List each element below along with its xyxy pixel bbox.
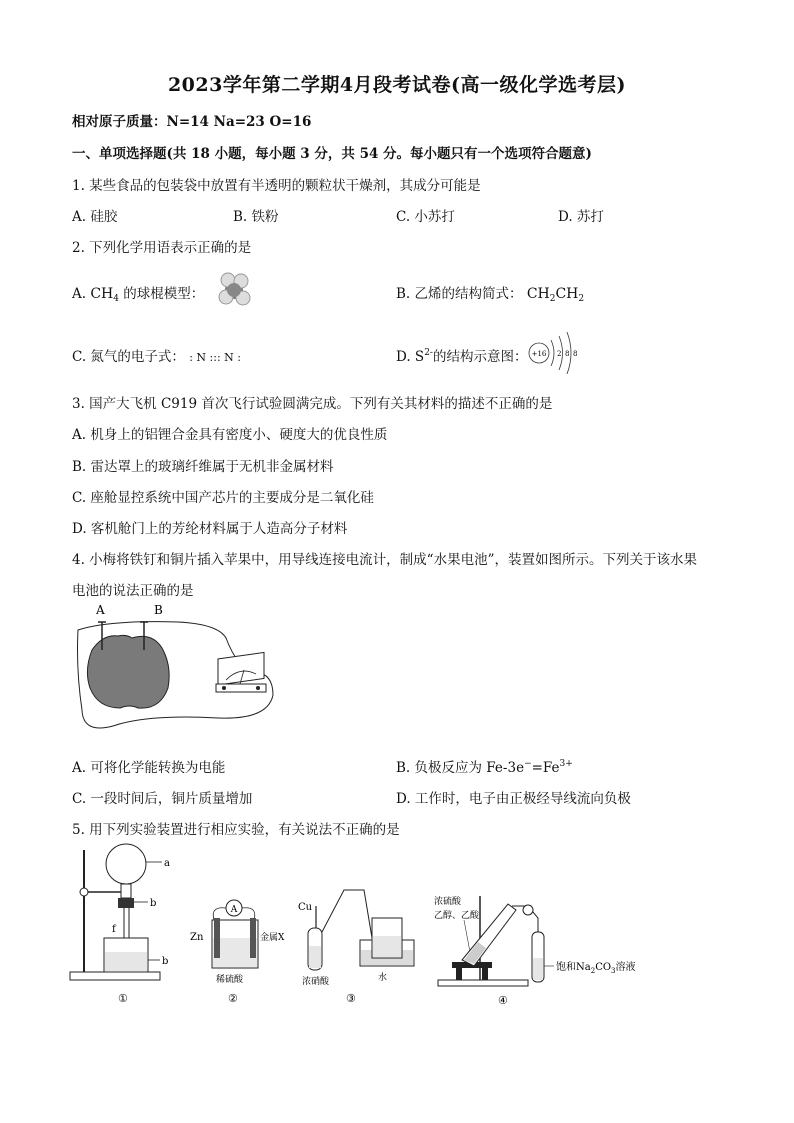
fig4-label-reactants: 乙醇、乙酸	[434, 911, 480, 921]
q3-option-c: C. 座舱显控系统中国产芯片的主要成分是二氧化硅	[72, 490, 374, 506]
fig2-number: ②	[228, 992, 238, 1005]
q2-b-sub-2: 2	[578, 294, 585, 304]
fig4-solution-pre: 饱和Na	[556, 962, 591, 973]
q4-b-sup-2: 3+	[559, 759, 573, 769]
fig3-number: ③	[346, 992, 356, 1005]
fig3-water-label: 水	[378, 973, 388, 983]
q1-option-c: C. 小苏打	[396, 209, 455, 225]
q2-c-electron-formula: : N ::: N :	[189, 351, 242, 364]
q3-option-d: D. 客机舱门上的芳纶材料属于人造高分子材料	[72, 521, 348, 537]
q3-stem: 3. 国产大飞机 C919 首次飞行试验圆满完成。下列有关其材料的描述不正确的是	[72, 396, 553, 412]
q4-b-prefix: B. 负极反应为 Fe-3e	[396, 760, 525, 776]
q2-c-prefix: C. 氮气的电子式：	[72, 349, 185, 365]
q4-option-b	[396, 756, 573, 776]
atom-nucleus-label: +16	[531, 350, 547, 358]
fig1-label-b2: b	[162, 956, 169, 967]
fig4-number: ④	[498, 994, 508, 1007]
q2-option-d	[396, 345, 527, 365]
fig2-zn-label: Zn	[190, 932, 204, 943]
q3-option-b: B. 雷达罩上的玻璃纤维属于无机非金属材料	[72, 459, 334, 475]
fig1-label-a: a	[164, 858, 170, 869]
page-title: 2023学年第二学期4月段考试卷(高一级化学选考层)	[167, 74, 627, 96]
ball-stick-model-icon	[214, 270, 256, 310]
q2-option-a	[72, 282, 204, 304]
q2-a-prefix: A.	[72, 286, 91, 302]
atomic-masses: 相对原子质量：N=14 Na=23 O=16	[72, 114, 312, 130]
fig2-ammeter-label: A	[230, 905, 238, 915]
q2-stem: 2. 下列化学用语表示正确的是	[72, 240, 252, 256]
q2-b-formula-1: CH	[526, 286, 550, 302]
q4-option-a: A. 可将化学能转换为电能	[72, 760, 226, 776]
q3-option-a: A. 机身上的铝锂合金具有密度小、硬度大的优良性质	[72, 427, 388, 443]
fig3-acid-label: 浓硝酸	[302, 977, 330, 987]
q2-b-prefix: B. 乙烯的结构简式：	[396, 286, 523, 302]
fig4-solution-sub2: 3	[611, 967, 616, 975]
atom-shell-1: 2	[557, 350, 562, 358]
fig4-solution-mid: CO	[595, 962, 612, 973]
apparatus-4-esterification	[434, 892, 656, 1010]
q2-a-formula: CH	[90, 286, 114, 302]
electrode-a-label: A	[96, 603, 105, 617]
q1-option-b: B. 铁粉	[233, 209, 279, 225]
apparatus-3-copper-nitric	[294, 880, 418, 1010]
q2-d-text: 的结构示意图：	[432, 349, 528, 365]
fruit-battery-diagram	[68, 600, 288, 738]
q2-option-b	[396, 282, 584, 304]
q2-a-sub: 4	[113, 294, 119, 304]
fig4-label-acid: 浓硫酸	[434, 897, 462, 907]
fig2-acid-label: 稀硫酸	[216, 975, 244, 985]
q2-b-sub-1: 2	[549, 294, 556, 304]
electrode-b-label: B	[154, 603, 163, 617]
apparatus-1-fountain	[66, 842, 184, 1010]
atom-shell-3: 8	[573, 350, 578, 358]
q2-option-c	[72, 345, 241, 365]
q4-b-mid: =Fe	[531, 760, 560, 776]
fig1-label-b1: b	[150, 898, 157, 909]
q5-stem: 5. 用下列实验装置进行相应实验，有关说法不正确的是	[72, 822, 400, 838]
fig4-solution-sub1: 2	[590, 967, 596, 975]
section-heading: 一、单项选择题(共 18 小题，每小题 3 分，共 54 分。每小题只有一个选项符合题意)	[72, 146, 592, 162]
q4-stem-line1: 4. 小梅将铁钉和铜片插入苹果中，用导线连接电流计，制成“水果电池”，装置如图所示。下列关于该水果	[72, 552, 697, 568]
fig1-label-f: f	[112, 924, 116, 935]
q1-option-d: D. 苏打	[558, 209, 604, 225]
q2-d-sup: 2-	[424, 348, 433, 358]
fig2-metal-label: 金属X	[260, 933, 285, 943]
fig4-solution-post: 溶液	[615, 962, 636, 973]
q1-stem: 1. 某些食品的包装袋中放置有半透明的颗粒状干燥剂，其成分可能是	[72, 178, 481, 194]
fig1-number: ①	[118, 992, 128, 1005]
apparatus-2-galvanic-cell	[190, 890, 300, 1010]
q4-stem-line2: 电池的说法正确的是	[72, 583, 194, 599]
q2-b-formula-2: CH	[555, 286, 579, 302]
atom-structure-diagram	[527, 328, 587, 374]
q2-d-prefix: D. S	[396, 349, 425, 365]
q4-option-c: C. 一段时间后，铜片质量增加	[72, 791, 253, 807]
fig3-cu-label: Cu	[298, 902, 313, 913]
q4-option-d: D. 工作时，电子由正极经导线流向负极	[396, 791, 631, 807]
q2-a-text: 的球棍模型：	[123, 286, 205, 302]
atom-shell-2: 8	[565, 350, 570, 358]
galvanometer-icon	[216, 652, 266, 692]
fig4-label-solution	[556, 960, 636, 975]
q1-option-a: A. 硅胶	[72, 209, 118, 225]
q4-b-sup-1: −	[524, 759, 532, 769]
